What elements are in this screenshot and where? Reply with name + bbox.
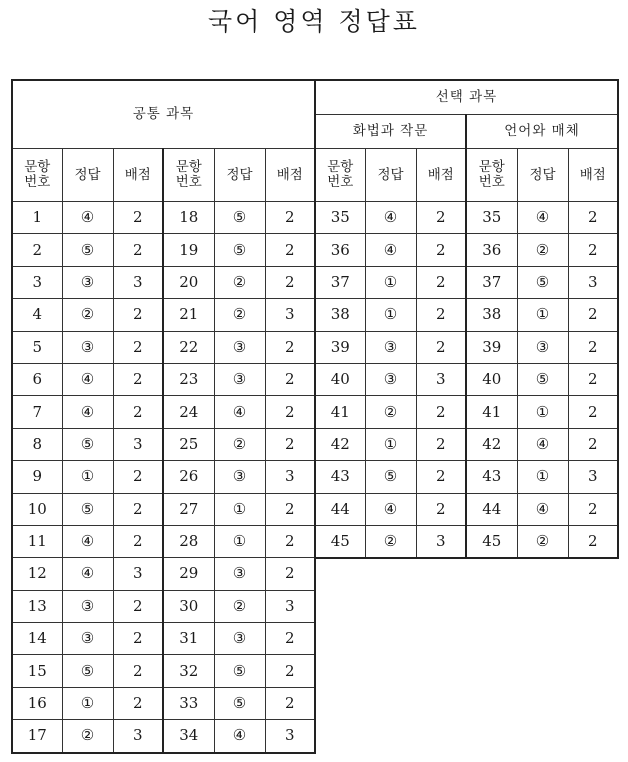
table-row bbox=[12, 590, 315, 622]
common-cell-answer: ③ bbox=[214, 363, 265, 395]
elective-cell-number: 35 bbox=[315, 202, 365, 234]
common-cell-score: 3 bbox=[265, 590, 315, 622]
common-cell-number: 22 bbox=[163, 331, 214, 363]
elective-cell-score: 2 bbox=[416, 234, 466, 266]
elective-cell-answer: ⑤ bbox=[517, 363, 568, 395]
elective-cell-number: 42 bbox=[466, 428, 517, 460]
elective-cell-answer: ④ bbox=[365, 493, 416, 525]
common-cell-number: 18 bbox=[163, 202, 214, 234]
common-cell-number: 6 bbox=[12, 363, 62, 395]
elective-cell-number: 42 bbox=[315, 428, 365, 460]
common-cell-answer: ③ bbox=[62, 590, 113, 622]
common-cell-number: 26 bbox=[163, 461, 214, 493]
common-cell-score: 2 bbox=[265, 558, 315, 590]
elective-cell-answer: ⑤ bbox=[517, 266, 568, 298]
common-cell-score: 2 bbox=[265, 687, 315, 719]
elective-cell-score: 2 bbox=[568, 428, 618, 460]
elective-header-score: 배점 bbox=[416, 149, 466, 202]
common-cell-score: 2 bbox=[113, 687, 163, 719]
table-row bbox=[315, 202, 618, 234]
elective-header-answer: 정답 bbox=[365, 149, 416, 202]
elective-cell-number: 41 bbox=[466, 396, 517, 428]
common-cell-number: 17 bbox=[12, 720, 62, 753]
elective-cell-score: 2 bbox=[416, 202, 466, 234]
common-cell-answer: ⑤ bbox=[214, 655, 265, 687]
table-row bbox=[12, 655, 315, 687]
common-cell-number: 4 bbox=[12, 299, 62, 331]
common-cell-number: 9 bbox=[12, 461, 62, 493]
common-cell-score: 2 bbox=[265, 266, 315, 298]
common-cell-number: 14 bbox=[12, 623, 62, 655]
elective-cell-score: 2 bbox=[568, 525, 618, 558]
elective-cell-number: 43 bbox=[466, 461, 517, 493]
elective-cell-score: 2 bbox=[568, 234, 618, 266]
common-cell-score: 2 bbox=[265, 202, 315, 234]
elective-cell-score: 2 bbox=[416, 266, 466, 298]
table-row bbox=[12, 461, 315, 493]
table-row bbox=[12, 525, 315, 557]
common-cell-score: 2 bbox=[113, 623, 163, 655]
elective-cell-answer: ① bbox=[517, 461, 568, 493]
table-row bbox=[315, 525, 618, 558]
elective-cell-score: 2 bbox=[416, 299, 466, 331]
elective-caption-row bbox=[315, 80, 618, 115]
common-cell-score: 2 bbox=[113, 590, 163, 622]
common-cell-score: 2 bbox=[265, 655, 315, 687]
common-cell-number: 27 bbox=[163, 493, 214, 525]
table-row bbox=[315, 461, 618, 493]
elective-cell-answer: ① bbox=[365, 266, 416, 298]
common-cell-answer: ⑤ bbox=[62, 493, 113, 525]
elective-cell-number: 45 bbox=[315, 525, 365, 558]
elective-cell-answer: ④ bbox=[517, 202, 568, 234]
elective-cell-number: 39 bbox=[466, 331, 517, 363]
common-cell-score: 2 bbox=[113, 299, 163, 331]
common-cell-score: 2 bbox=[265, 428, 315, 460]
table-row bbox=[12, 363, 315, 395]
elective-subject-row bbox=[315, 115, 618, 149]
elective-cell-answer: ⑤ bbox=[365, 461, 416, 493]
common-cell-score: 2 bbox=[113, 363, 163, 395]
elective-cell-score: 2 bbox=[416, 428, 466, 460]
common-cell-number: 23 bbox=[163, 363, 214, 395]
table-row bbox=[12, 331, 315, 363]
elective-cell-score: 2 bbox=[416, 396, 466, 428]
common-caption: 공통 과목 bbox=[12, 80, 315, 149]
elective-cell-answer: ① bbox=[517, 396, 568, 428]
elective-cell-answer: ② bbox=[365, 525, 416, 558]
table-row bbox=[12, 396, 315, 428]
table-row bbox=[315, 266, 618, 298]
elective-cell-score: 2 bbox=[568, 493, 618, 525]
common-cell-answer: ② bbox=[62, 299, 113, 331]
common-header-number: 문항 번호 bbox=[12, 149, 62, 202]
table-row bbox=[315, 234, 618, 266]
elective-cell-answer: ③ bbox=[365, 363, 416, 395]
elective-cell-number: 38 bbox=[466, 299, 517, 331]
elective-cell-score: 3 bbox=[568, 461, 618, 493]
elective-cell-score: 2 bbox=[416, 461, 466, 493]
common-cell-score: 2 bbox=[113, 525, 163, 557]
common-cell-number: 3 bbox=[12, 266, 62, 298]
common-cell-number: 16 bbox=[12, 687, 62, 719]
common-cell-score: 3 bbox=[113, 720, 163, 753]
common-cell-answer: ③ bbox=[62, 266, 113, 298]
common-subject-table bbox=[11, 79, 316, 754]
common-cell-number: 28 bbox=[163, 525, 214, 557]
common-cell-score: 3 bbox=[113, 428, 163, 460]
common-cell-number: 5 bbox=[12, 331, 62, 363]
common-header-score: 배점 bbox=[265, 149, 315, 202]
elective-cell-number: 43 bbox=[315, 461, 365, 493]
common-cell-answer: ③ bbox=[62, 331, 113, 363]
elective-cell-number: 40 bbox=[466, 363, 517, 395]
elective-cell-number: 45 bbox=[466, 525, 517, 558]
common-cell-answer: ③ bbox=[214, 331, 265, 363]
common-cell-answer: ⑤ bbox=[214, 687, 265, 719]
common-cell-number: 32 bbox=[163, 655, 214, 687]
elective-cell-answer: ③ bbox=[517, 331, 568, 363]
common-cell-answer: ① bbox=[214, 525, 265, 557]
elective-cell-number: 37 bbox=[315, 266, 365, 298]
table-row bbox=[12, 687, 315, 719]
common-cell-answer: ③ bbox=[214, 558, 265, 590]
elective-cell-answer: ① bbox=[517, 299, 568, 331]
elective-cell-answer: ④ bbox=[517, 428, 568, 460]
common-cell-answer: ① bbox=[214, 493, 265, 525]
page-title: 국어 영역 정답표 bbox=[208, 7, 420, 36]
common-header-score: 배점 bbox=[113, 149, 163, 202]
elective-column-header-row bbox=[315, 149, 618, 202]
elective-cell-score: 2 bbox=[568, 363, 618, 395]
elective-cell-answer: ② bbox=[517, 234, 568, 266]
elective-cell-answer: ② bbox=[365, 396, 416, 428]
common-header-answer: 정답 bbox=[214, 149, 265, 202]
elective-cell-answer: ② bbox=[517, 525, 568, 558]
common-cell-number: 24 bbox=[163, 396, 214, 428]
elective-cell-score: 3 bbox=[416, 363, 466, 395]
common-cell-answer: ① bbox=[62, 687, 113, 719]
common-cell-score: 2 bbox=[113, 493, 163, 525]
elective-cell-answer: ① bbox=[365, 428, 416, 460]
common-cell-score: 2 bbox=[113, 461, 163, 493]
common-cell-answer: ④ bbox=[62, 525, 113, 557]
common-cell-answer: ⑤ bbox=[62, 655, 113, 687]
elective-cell-number: 35 bbox=[466, 202, 517, 234]
table-row bbox=[315, 428, 618, 460]
table-row bbox=[315, 299, 618, 331]
elective-cell-score: 2 bbox=[568, 396, 618, 428]
common-cell-number: 10 bbox=[12, 493, 62, 525]
elective-subject-1: 화법과 작문 bbox=[315, 115, 466, 149]
common-cell-score: 2 bbox=[265, 396, 315, 428]
common-cell-number: 33 bbox=[163, 687, 214, 719]
elective-cell-number: 38 bbox=[315, 299, 365, 331]
elective-caption: 선택 과목 bbox=[315, 80, 618, 115]
elective-cell-number: 36 bbox=[315, 234, 365, 266]
elective-cell-score: 3 bbox=[416, 525, 466, 558]
elective-cell-score: 2 bbox=[568, 331, 618, 363]
elective-cell-answer: ④ bbox=[365, 234, 416, 266]
elective-cell-number: 36 bbox=[466, 234, 517, 266]
common-cell-score: 2 bbox=[113, 331, 163, 363]
table-row bbox=[12, 266, 315, 298]
common-cell-score: 3 bbox=[265, 720, 315, 753]
common-cell-number: 21 bbox=[163, 299, 214, 331]
common-cell-score: 2 bbox=[265, 525, 315, 557]
table-row bbox=[12, 720, 315, 753]
table-row bbox=[12, 493, 315, 525]
common-cell-score: 2 bbox=[113, 396, 163, 428]
common-cell-number: 15 bbox=[12, 655, 62, 687]
elective-subject-2: 언어와 매체 bbox=[466, 115, 618, 149]
common-cell-number: 8 bbox=[12, 428, 62, 460]
common-cell-answer: ④ bbox=[214, 720, 265, 753]
elective-header-answer: 정답 bbox=[517, 149, 568, 202]
common-cell-answer: ④ bbox=[62, 202, 113, 234]
elective-cell-number: 37 bbox=[466, 266, 517, 298]
elective-cell-number: 40 bbox=[315, 363, 365, 395]
common-cell-score: 2 bbox=[265, 493, 315, 525]
common-cell-number: 13 bbox=[12, 590, 62, 622]
common-cell-answer: ② bbox=[214, 590, 265, 622]
elective-cell-score: 2 bbox=[416, 493, 466, 525]
elective-header-number: 문항 번호 bbox=[315, 149, 365, 202]
common-cell-answer: ④ bbox=[62, 558, 113, 590]
common-cell-answer: ② bbox=[214, 299, 265, 331]
elective-header-score: 배점 bbox=[568, 149, 618, 202]
common-cell-score: 3 bbox=[265, 461, 315, 493]
common-cell-score: 2 bbox=[265, 331, 315, 363]
common-cell-score: 2 bbox=[265, 623, 315, 655]
elective-cell-answer: ③ bbox=[365, 331, 416, 363]
common-cell-score: 2 bbox=[265, 363, 315, 395]
elective-cell-score: 2 bbox=[568, 299, 618, 331]
common-header-answer: 정답 bbox=[62, 149, 113, 202]
elective-cell-score: 2 bbox=[416, 331, 466, 363]
common-cell-number: 30 bbox=[163, 590, 214, 622]
common-cell-number: 34 bbox=[163, 720, 214, 753]
common-cell-number: 29 bbox=[163, 558, 214, 590]
common-cell-score: 2 bbox=[113, 234, 163, 266]
table-row bbox=[12, 428, 315, 460]
common-cell-answer: ⑤ bbox=[214, 234, 265, 266]
common-cell-answer: ① bbox=[62, 461, 113, 493]
elective-cell-answer: ④ bbox=[365, 202, 416, 234]
elective-cell-number: 41 bbox=[315, 396, 365, 428]
common-cell-score: 2 bbox=[265, 234, 315, 266]
table-row bbox=[12, 623, 315, 655]
table-row bbox=[315, 331, 618, 363]
elective-cell-answer: ④ bbox=[517, 493, 568, 525]
common-cell-answer: ④ bbox=[62, 363, 113, 395]
common-cell-answer: ④ bbox=[62, 396, 113, 428]
common-cell-answer: ⑤ bbox=[62, 234, 113, 266]
table-row bbox=[12, 558, 315, 590]
common-cell-number: 1 bbox=[12, 202, 62, 234]
common-cell-answer: ⑤ bbox=[214, 202, 265, 234]
elective-cell-number: 39 bbox=[315, 331, 365, 363]
elective-cell-number: 44 bbox=[315, 493, 365, 525]
common-cell-answer: ② bbox=[214, 266, 265, 298]
table-row bbox=[12, 299, 315, 331]
table-row bbox=[12, 202, 315, 234]
common-cell-number: 19 bbox=[163, 234, 214, 266]
common-cell-score: 2 bbox=[113, 655, 163, 687]
elective-cell-score: 3 bbox=[568, 266, 618, 298]
common-column-header-row bbox=[12, 149, 315, 202]
elective-header-number: 문항 번호 bbox=[466, 149, 517, 202]
table-row bbox=[12, 234, 315, 266]
common-cell-score: 2 bbox=[113, 202, 163, 234]
common-caption-row bbox=[12, 80, 315, 149]
elective-cell-answer: ① bbox=[365, 299, 416, 331]
common-cell-number: 31 bbox=[163, 623, 214, 655]
common-cell-score: 3 bbox=[265, 299, 315, 331]
common-cell-number: 20 bbox=[163, 266, 214, 298]
common-cell-score: 3 bbox=[113, 558, 163, 590]
table-row bbox=[315, 363, 618, 395]
common-cell-answer: ③ bbox=[62, 623, 113, 655]
table-row bbox=[315, 396, 618, 428]
elective-subject-table bbox=[314, 79, 619, 559]
common-cell-number: 7 bbox=[12, 396, 62, 428]
elective-cell-score: 2 bbox=[568, 202, 618, 234]
elective-cell-number: 44 bbox=[466, 493, 517, 525]
common-cell-number: 12 bbox=[12, 558, 62, 590]
common-cell-answer: ⑤ bbox=[62, 428, 113, 460]
common-cell-answer: ② bbox=[214, 428, 265, 460]
common-cell-answer: ③ bbox=[214, 623, 265, 655]
common-cell-number: 11 bbox=[12, 525, 62, 557]
common-cell-number: 25 bbox=[163, 428, 214, 460]
common-cell-score: 3 bbox=[113, 266, 163, 298]
common-cell-number: 2 bbox=[12, 234, 62, 266]
common-cell-answer: ④ bbox=[214, 396, 265, 428]
common-cell-answer: ③ bbox=[214, 461, 265, 493]
common-cell-answer: ② bbox=[62, 720, 113, 753]
table-row bbox=[315, 493, 618, 525]
common-header-number: 문항 번호 bbox=[163, 149, 214, 202]
